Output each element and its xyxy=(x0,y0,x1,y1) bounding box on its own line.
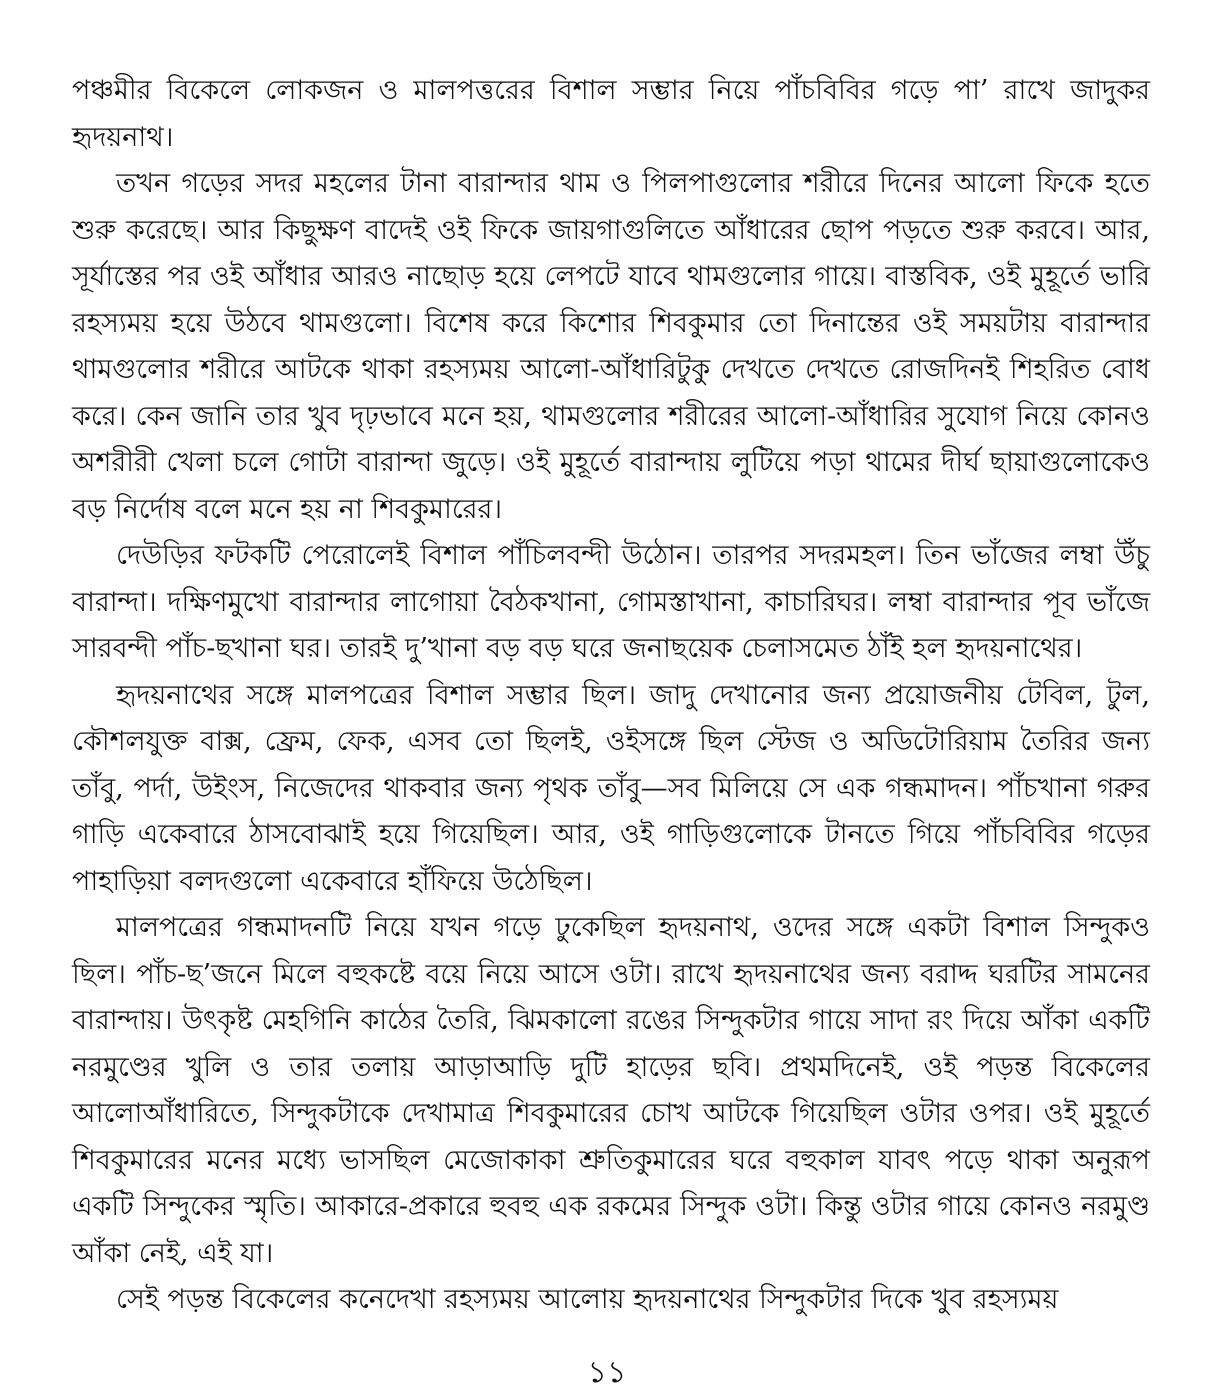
paragraph-1: পঞ্চমীর বিকেলে লোকজন ও মালপত্তরের বিশাল সম্ভার নিয়ে পাঁচবিবির গড়ে পা’ রাখে জাদুকর হৃদয়নাথ। xyxy=(72,75,1150,153)
paragraph-4: হৃদয়নাথের সঙ্গে মালপত্রের বিশাল সম্ভার ছিল। জাদু দেখানোর জন্য প্রয়োজনীয় টেবিল, টুল, কৌশলযুক্ত বাক্স, ফ্রেম, ফেক, এসব তো ছিলই, ওইসঙ্গে ছিল স্টেজ ও অডিটোরিয়াম তৈরির জন্য তাঁবু, পর্দা, উইংস, নিজেদের থাকবার জন্য পৃথক তাঁবু—সব মিলিয়ে সে এক গন্ধমাদন। পাঁচখানা গরুর গাড়ি একেবারে ঠাসবোঝাই হয়ে গিয়েছিল। আর, ওই গাড়িগুলোকে টানতে গিয়ে পাঁচবিবির গড়ের পাহাড়িয়া বলদগুলো একেবারে হাঁফিয়ে উঠেছিল। xyxy=(72,679,1150,897)
page-number: ১১ xyxy=(587,1358,627,1387)
page-body xyxy=(72,68,1150,1324)
paragraph-3: দেউড়ির ফটকটি পেরোলেই বিশাল পাঁচিলবন্দী উঠোন। তারপর সদরমহল। তিন ভাঁজের লম্বা উঁচু বারান্দা। দক্ষিণমুখো বারান্দার লাগোয়া বৈঠকখানা, গোমস্তাখানা, কাচারিঘর। লম্বা বারান্দার পূব ভাঁজে সারবন্দী পাঁচ-ছখানা ঘর। তারই দু’খানা বড় বড় ঘরে জনাছয়েক চেলাসমেত ঠাঁই হল হৃদয়নাথের। xyxy=(72,540,1150,664)
paragraph-6: সেই পড়ন্ত বিকেলের কনেদেখা রহস্যময় আলোয় হৃদয়নাথের সিন্দুকটার দিকে খুব রহস্যময় xyxy=(116,1284,1059,1315)
paragraph-2: তখন গড়ের সদর মহলের টানা বারান্দার থাম ও পিলপাগুলোর শরীরে দিনের আলো ফিকে হতে শুরু করেছে। আর কিছুক্ষণ বাদেই ওই ফিকে জায়গাগুলিতে আঁধারের ছোপ পড়তে শুরু করবে। আর, সূর্যাস্তের পর ওই আঁধার আরও নাছোড় হয়ে লেপটে যাবে থামগুলোর গায়ে। বাস্তবিক, ওই মুহূর্তে ভারি রহস্যময় হয়ে উঠবে থামগুলো। বিশেষ করে কিশোর শিবকুমার তো দিনান্তের ওই সময়টায় বারান্দার থামগুলোর শরীরে আটকে থাকা রহস্যময় আলো-আঁধারিটুকু দেখতে দেখতে রোজদিনই শিহরিত বোধ করে। কেন জানি তার খুব দৃঢ়ভাবে মনে হয়, থামগুলোর শরীরের আলো-আঁধারির সুযোগ নিয়ে কোনও অশরীরী খেলা চলে গোটা বারান্দা জুড়ে। ওই মুহূর্তে বারান্দায় লুটিয়ে পড়া থামের দীর্ঘ ছায়াগুলোকেও বড় নির্দোষ বলে মনে হয় না শিবকুমারের। xyxy=(72,168,1150,525)
paragraph-5: মালপত্রের গন্ধমাদনটি নিয়ে যখন গড়ে ঢুকেছিল হৃদয়নাথ, ওদের সঙ্গে একটা বিশাল সিন্দুকও ছিল। পাঁচ-ছ’জনে মিলে বহুকষ্টে বয়ে নিয়ে আসে ওটা। রাখে হৃদয়নাথের জন্য বরাদ্দ ঘরটির সামনের বারান্দায়। উৎকৃষ্ট মেহগিনি কাঠের তৈরি, ঝিমকালো রঙের সিন্দুকটার গায়ে সাদা রং দিয়ে আঁকা একটি নরমুণ্ডের খুলি ও তার তলায় আড়াআড়ি দুটি হাড়ের ছবি। প্রথমদিনেই, ওই পড়ন্ত বিকেলের আলোআঁধারিতে, সিন্দুকটাকে দেখামাত্র শিবকুমারের চোখ আটকে গিয়েছিল ওটার ওপর। ওই মুহূর্তে শিবকুমারের মনের মধ্যে ভাসছিল মেজোকাকা শ্রুতিকুমারের ঘরে বহুকাল যাবৎ পড়ে থাকা অনুরূপ একটি সিন্দুকের স্মৃতি। আকারে-প্রকারে হুবহু এক রকমের সিন্দুক ওটা। কিন্তু ওটার গায়ে কোনও নরমুণ্ড আঁকা নেই, এই যা। xyxy=(72,912,1150,1269)
